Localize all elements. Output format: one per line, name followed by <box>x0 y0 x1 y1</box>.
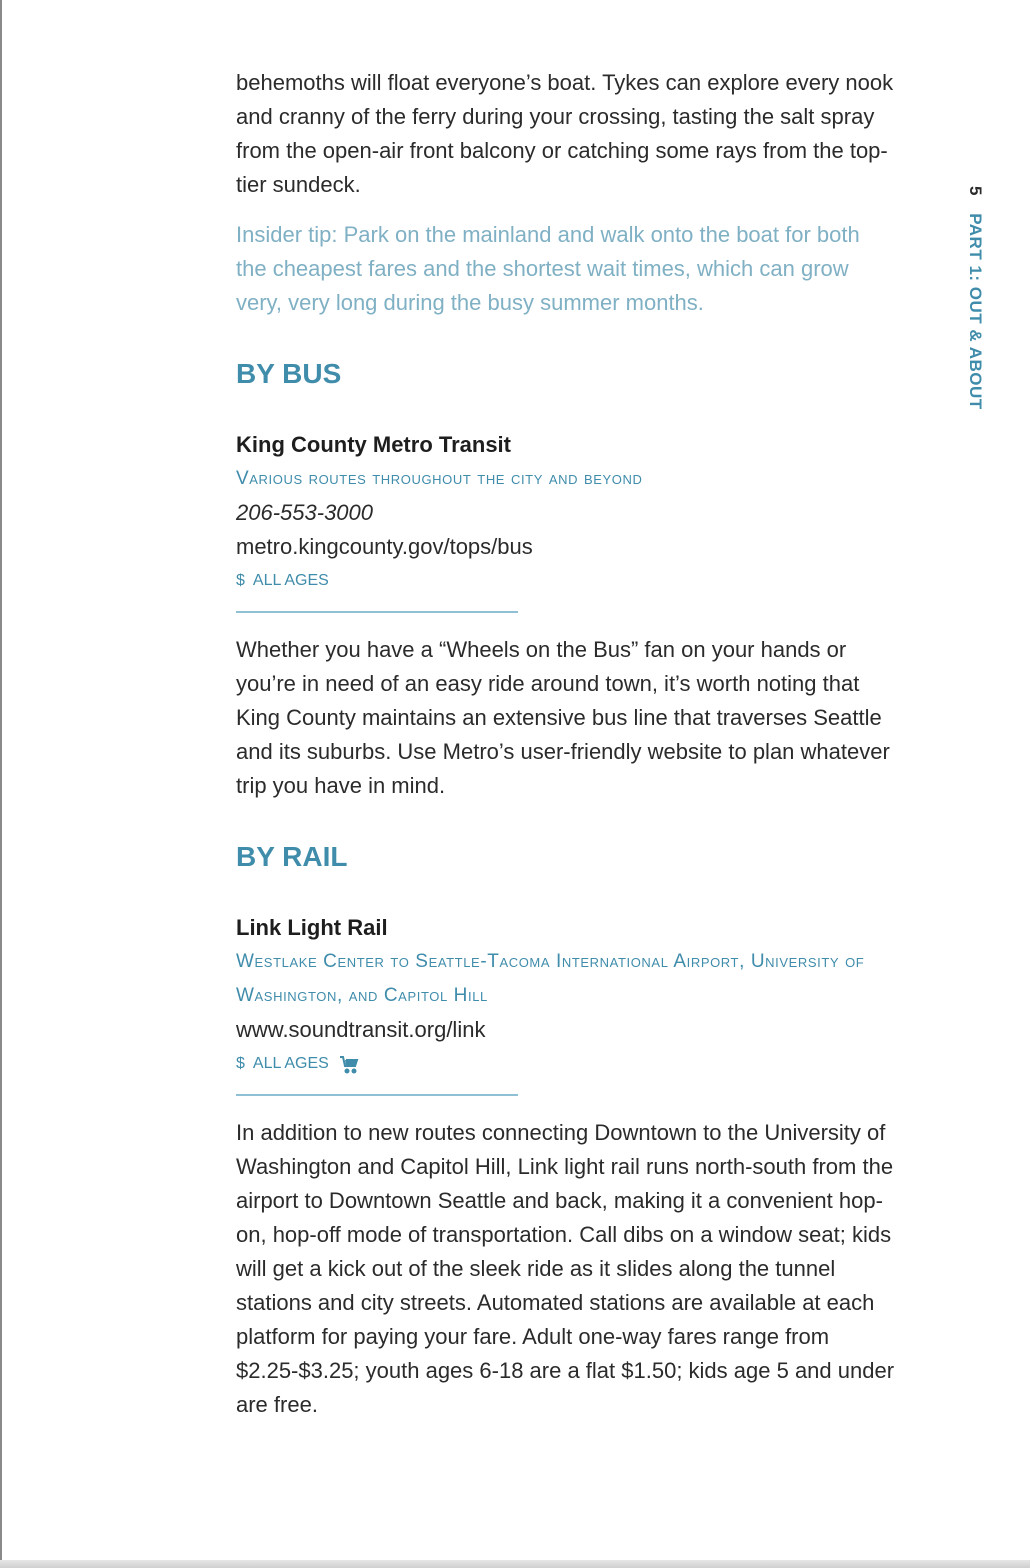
rail-description: In addition to new routes connecting Downtown to the University of Washington and Capitol Hill, Link light rail runs north-south from the airport to Downtown Seattle and back, making it a convenient hop-on, hop-off mode of transportation. Call dibs on a window seat; kids will get a kick out of the sleek ride as it slides along the tunnel stations and city streets. Automated stations are available at each platform for paying your fare. Adult one-way fares range from $2.25-$3.25; youth ages 6-18 are a flat $1.50; kids age 5 and under are free. <box>236 1120 895 1417</box>
insider-tip: Insider tip: Park on the mainland and walk onto the boat for both the cheapest fares and the shortest wait times, which can grow very, very long during the busy summer months. <box>236 222 860 315</box>
listing-divider <box>236 611 518 613</box>
listing-location: Various routes throughout the city and beyond <box>236 468 643 489</box>
listing-name: King County Metro Transit <box>236 432 511 457</box>
running-header <box>964 186 986 410</box>
page-edge <box>0 0 2 1568</box>
section-heading-bus: BY BUS <box>236 358 342 389</box>
listing-meta-text: $ ALL AGES <box>236 572 329 589</box>
intro-paragraph: behemoths will float everyone’s boat. Tykes can explore every nook and cranny of the ferry during your crossing, tasting the salt spray from the open-air front balcony or catching some rays from the top-tier sundeck. <box>236 70 894 197</box>
bus-description: Whether you have a “Wheels on the Bus” fan on your hands or you’re in need of an easy ride around town, it’s worth noting that King County maintains an extensive bus line that traverses Seattle and its suburbs. Use Metro’s user-friendly website to plan whatever trip you have in mind. <box>236 637 890 798</box>
listing-meta <box>236 1047 896 1081</box>
page-content <box>236 66 896 1422</box>
section-heading-rail: BY RAIL <box>236 841 348 872</box>
page-bottom-edge <box>0 1560 1030 1568</box>
listing-phone: 206-553-3000 <box>236 500 374 525</box>
listing-location: Westlake Center to Seattle-Tacoma International Airport, University of Washington, and Capitol Hill <box>236 951 865 1006</box>
listing-meta-text: $ ALL AGES <box>236 1055 329 1072</box>
listing-link-light-rail <box>236 911 896 1096</box>
listing-king-county-metro <box>236 428 896 613</box>
listing-url: www.soundtransit.org/link <box>236 1017 486 1042</box>
listing-url: metro.kingcounty.gov/tops/bus <box>236 534 533 559</box>
listing-divider <box>236 1094 518 1096</box>
running-header-section: PART 1: OUT & ABOUT <box>966 213 985 410</box>
page-number: 5 <box>966 186 985 196</box>
stroller-icon <box>337 1054 359 1074</box>
listing-name: Link Light Rail <box>236 915 388 940</box>
listing-meta <box>236 564 896 598</box>
